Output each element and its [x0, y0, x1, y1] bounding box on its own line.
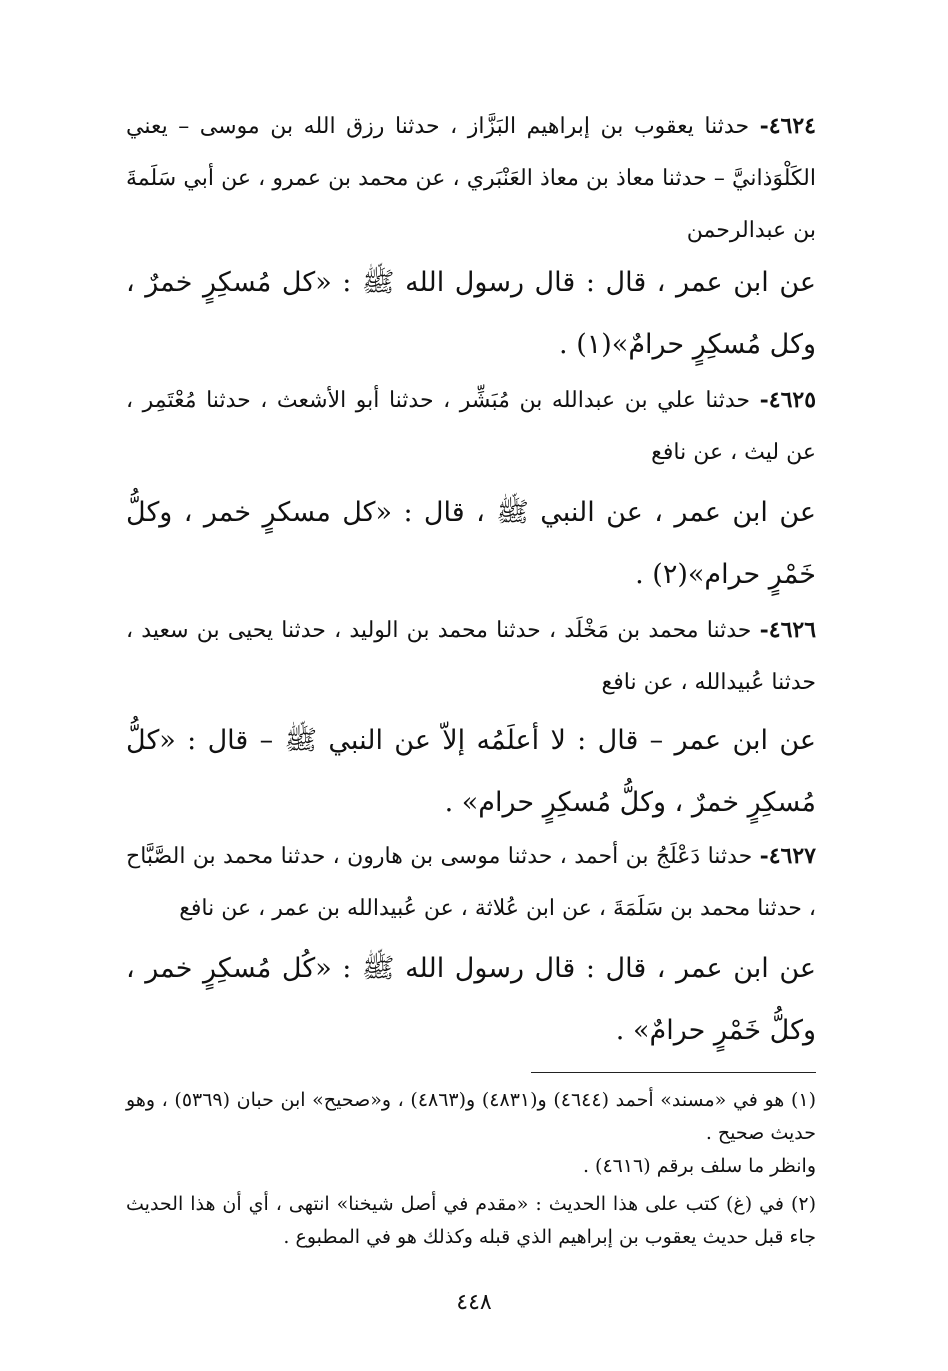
hadith-number: ٤٦٢٧-: [759, 843, 816, 869]
footnote-divider: [531, 1072, 816, 1073]
hadith-matn-4625: عن ابن عمر ، عن النبي ﷺ ، قال : «كل مسكرٍ خمر ، وكلُّ خَمْرٍ حرام»(٢) .: [126, 497, 816, 590]
footnote-1: (١) هو في «مسند» أحمد (٤٦٤٤) و(٤٨٣١) و(٤٨٦٣) ، و«صحيح» ابن حبان (٥٣٦٩) ، وهو حديث صحيح .: [126, 1089, 817, 1144]
isnad-text: حدثنا دَعْلَجُ بن أحمد ، حدثنا موسى بن هارون ، حدثنا محمد بن الصَّبَّاح ، حدثنا محمد بن سَلَمَةَ ، عن ابن عُلاثة ، عن عُبيدالله بن عمر ، عن نافع: [126, 844, 816, 921]
isnad-text: حدثنا يعقوب بن إبراهيم البَزَّاز ، حدثنا رزق الله بن موسى – يعني الكَلْوَذانيَّ – حدثنا معاذ بن معاذ العَنْبَري ، عن محمد بن عمرو ، عن أبي سَلَمةَ بن عبدالرحمن: [126, 114, 816, 243]
hadith-chain-4624: [126, 100, 816, 257]
hadith-chain-4625: [126, 374, 816, 479]
footnote-2: (٢) في (غ) كتب على هذا الحديث : «مقدم في أصل شيخنا» انتهى ، أي أن هذا الحديث جاء قبل حديث يعقوب بن إبراهيم الذي قبله وكذلك هو في المطبوع .: [126, 1193, 816, 1248]
hadith-chain-4627: [126, 830, 816, 935]
hadith-chain-4626: [126, 604, 816, 709]
isnad-text: حدثنا محمد بن مَخْلَد ، حدثنا محمد بن الوليد ، حدثنا يحيى بن سعيد ، حدثنا عُبيدالله ، عن نافع: [126, 618, 816, 695]
hadith-number: ٤٦٢٦-: [759, 617, 817, 643]
hadith-matn-4626: عن ابن عمر – قال : لا أعلَمُه إلاّ عن النبي ﷺ – قال : «كلُّ مُسكِرٍ خمرٌ ، وكلُّ مُسكِرٍ حرام» .: [126, 725, 816, 818]
hadith-number: ٤٦٢٥-: [759, 387, 817, 413]
hadith-matn-4627: عن ابن عمر ، قال : قال رسول الله ﷺ : «كُل مُسكِرٍ خمر ، وكلُّ خَمْرٍ حرامٌ» .: [126, 953, 816, 1046]
page-number: ٤٤٨: [456, 1290, 492, 1315]
hadith-number: ٤٦٢٤-: [759, 113, 816, 139]
footnote-1-continued: وانظر ما سلف برقم (٤٦١٦) .: [582, 1155, 816, 1177]
hadith-matn-4624: عن ابن عمر ، قال : قال رسول الله ﷺ : «كل مُسكِرٍ خمرٌ ، وكل مُسكِرٍ حرامٌ»(١) .: [126, 267, 816, 360]
isnad-text: حدثنا علي بن عبدالله بن مُبَشِّر ، حدثنا أبو الأشعث ، حدثنا مُعْتَمِر ، عن ليث ، عن نافع: [126, 388, 816, 465]
